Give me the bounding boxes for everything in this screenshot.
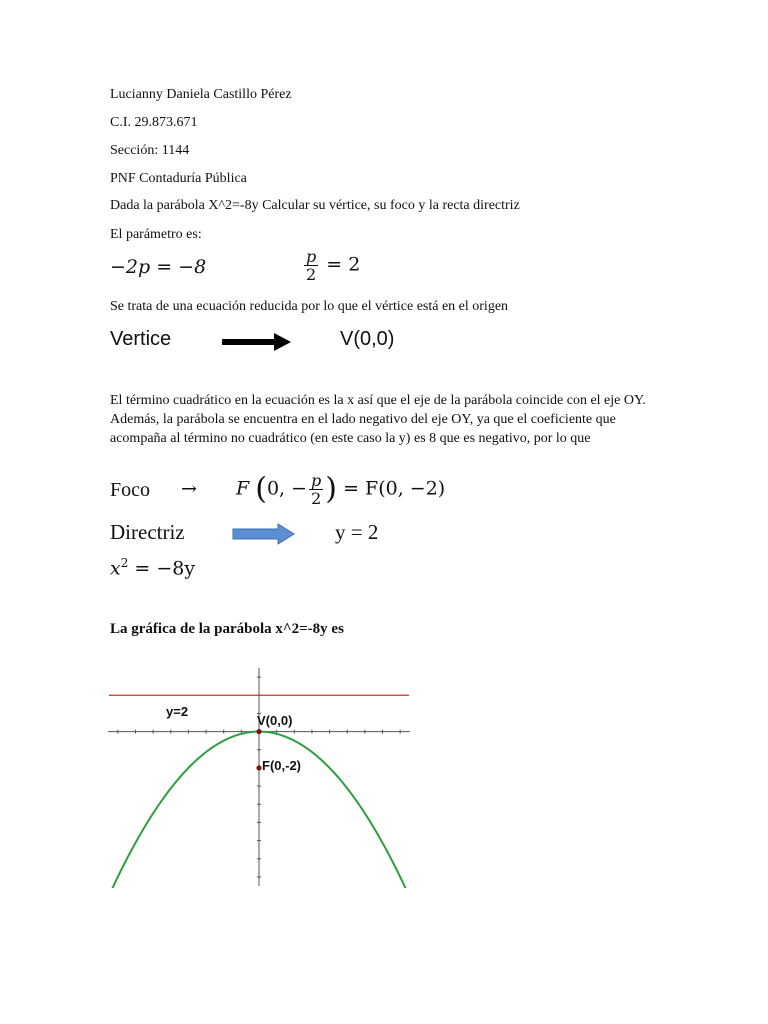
directriz-value: y = 2 (335, 520, 379, 544)
vertice-value: V(0,0) (340, 328, 395, 350)
right-paren: ) (325, 471, 338, 507)
focus-point (256, 765, 261, 770)
left-paren: ( (255, 471, 267, 507)
foco-lhs: F (236, 477, 250, 500)
parameter-fraction-equation (302, 248, 360, 283)
vertex-point (256, 729, 261, 734)
foco-label: Foco (110, 479, 150, 501)
student-section: Sección: 1144 (110, 143, 190, 158)
parameter-label: El parámetro es: (110, 227, 202, 242)
parabola-equation (110, 556, 195, 579)
foco-equation (236, 472, 445, 507)
foco-inner-prefix: 0, − (266, 477, 308, 500)
foco-fraction (309, 472, 323, 507)
blue-arrow-icon (232, 523, 296, 545)
vertice-label: Vertice (110, 328, 172, 350)
foco-rhs: = F(0, −2) (343, 477, 446, 500)
fraction-numerator: p (306, 247, 317, 266)
parameter-equation: −2p = −8 (110, 256, 207, 278)
directriz-label: Directriz (110, 520, 185, 544)
parabola-graph (108, 668, 412, 888)
problem-statement: Dada la parábola X^2=-8y Calcular su vértice, su foco y la recta directriz (110, 198, 520, 213)
focus-annotation: F(0,-2) (262, 758, 301, 773)
equation-rest: = −8y (134, 557, 196, 580)
explanation-paragraph: El término cuadrático en la ecuación es la x así que el eje de la parábola coincide con el eje OY. Además, la parábola se encuentra en el lado negativo del eje OY, ya que el coeficiente que acompaña al término no cuadrático (en este caso la y) es 8 que es negativo, por lo que (110, 393, 646, 446)
equation-base: x (110, 557, 121, 580)
graph-heading: La gráfica de la parábola x^2=-8y es (110, 621, 344, 637)
foco-arrow: → (181, 478, 197, 500)
fraction-denominator: 2 (306, 265, 317, 284)
right-arrow-icon (222, 332, 292, 352)
student-name: Lucianny Daniela Castillo Pérez (110, 87, 292, 102)
program-name: PNF Contaduría Pública (110, 171, 247, 186)
vertex-annotation: V(0,0) (257, 713, 293, 728)
student-ci: C.I. 29.873.671 (110, 115, 198, 130)
equation-exponent: 2 (120, 556, 129, 570)
foco-fraction-denominator: 2 (311, 489, 322, 508)
fraction-rhs: = 2 (326, 253, 361, 276)
p-over-2-fraction (304, 248, 318, 283)
foco-fraction-numerator: p (311, 471, 322, 490)
graph-axes (108, 668, 410, 886)
directrix-annotation: y=2 (166, 704, 189, 719)
reduced-equation-text: Se trata de una ecuación reducida por lo que el vértice está en el origen (110, 299, 509, 314)
